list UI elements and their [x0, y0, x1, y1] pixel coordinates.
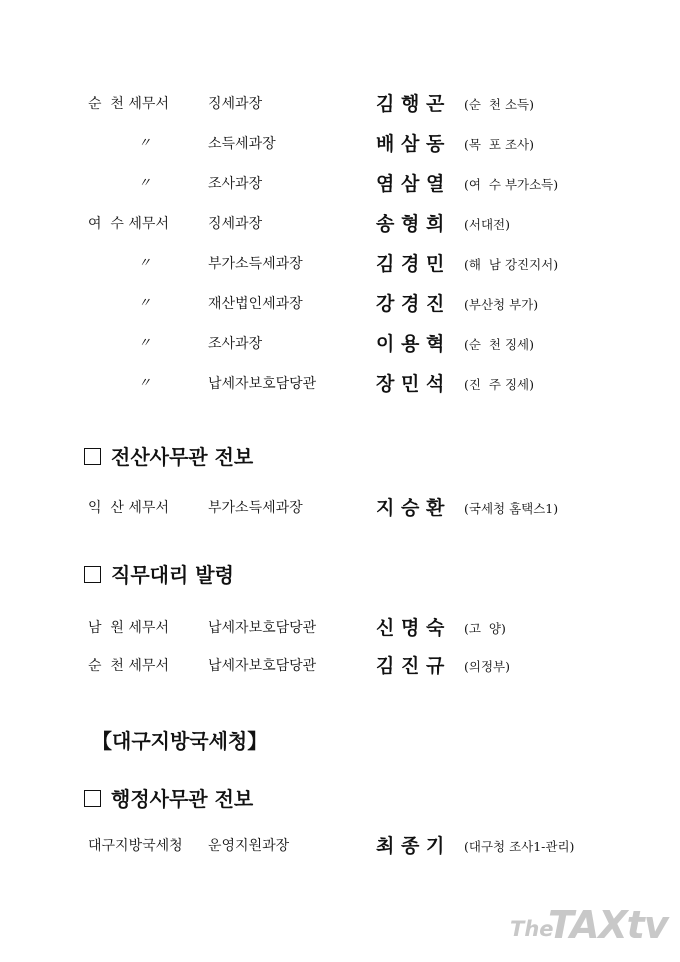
previous-post: (목 포 조사) [464, 137, 534, 152]
section-heading-text: 행정사무관 전보 [111, 787, 254, 811]
person-name: 배 삼 동 [376, 133, 445, 155]
previous-post: (부산청 부가) [464, 297, 539, 312]
department: 부가소득세과장 [208, 500, 303, 516]
appointment-row [0, 212, 680, 236]
previous-post: (의정부) [464, 659, 510, 674]
department: 납세자보호담당관 [208, 658, 317, 674]
office-name: 남 원 세무서 [88, 620, 169, 636]
department: 조사과장 [208, 176, 263, 192]
logo-prefix: The [510, 917, 554, 941]
appointment-row [0, 654, 680, 678]
appointment-row [0, 252, 680, 276]
department: 납세자보호담당관 [208, 620, 317, 636]
person-name: 김 경 민 [376, 253, 445, 275]
office-name: 여 수 세무서 [88, 216, 169, 232]
person-name: 송 형 희 [376, 213, 445, 235]
section-heading-text: 전산사무관 전보 [111, 445, 254, 469]
department: 징세과장 [208, 96, 263, 112]
office-name: 순 천 세무서 [88, 96, 169, 112]
section-heading [84, 560, 234, 590]
office-name: 익 산 세무서 [88, 500, 169, 516]
previous-post: (여 수 부가소득) [464, 177, 559, 192]
person-name: 지 승 환 [376, 497, 445, 519]
department: 징세과장 [208, 216, 263, 232]
previous-post: (국세청 홈택스1) [464, 501, 559, 516]
checkbox-square-icon [84, 566, 101, 583]
ditto-mark: 〃 [138, 336, 152, 351]
checkbox-square-icon [84, 790, 101, 807]
person-name: 장 민 석 [376, 373, 445, 395]
previous-post: (고 양) [464, 621, 506, 636]
department: 재산법인세과장 [208, 296, 303, 312]
person-name: 최 종 기 [376, 835, 445, 857]
office-name: 대구지방국세청 [88, 838, 183, 854]
appointment-row [0, 92, 680, 116]
logo-main: TAXtv [548, 903, 668, 947]
office-name: 순 천 세무서 [88, 658, 169, 674]
section-heading [84, 442, 253, 472]
ditto-mark: 〃 [138, 296, 152, 311]
previous-post: (서대전) [464, 217, 510, 232]
section-heading-text: 직무대리 발령 [111, 563, 234, 587]
ditto-mark: 〃 [138, 256, 152, 271]
person-name: 김 진 규 [376, 655, 445, 677]
person-name: 이 용 혁 [376, 333, 445, 355]
department: 부가소득세과장 [208, 256, 303, 272]
previous-post: (순 천 소득) [464, 97, 534, 112]
ditto-mark: 〃 [138, 376, 152, 391]
ditto-mark: 〃 [138, 176, 152, 191]
thetaxtv-logo [510, 903, 670, 949]
person-name: 김 행 곤 [376, 93, 445, 115]
department: 소득세과장 [208, 136, 276, 152]
person-name: 염 삼 열 [376, 173, 445, 195]
department: 납세자보호담당관 [208, 376, 317, 392]
ditto-mark: 〃 [138, 136, 152, 151]
previous-post: (순 천 징세) [464, 337, 534, 352]
previous-post: (진 주 징세) [464, 377, 534, 392]
department: 운영지원과장 [208, 838, 290, 854]
previous-post: (대구청 조사1-관리) [464, 839, 575, 854]
appointment-row [0, 292, 680, 316]
appointment-row [0, 132, 680, 156]
section-heading [84, 784, 253, 814]
appointment-row [0, 616, 680, 640]
checkbox-square-icon [84, 448, 101, 465]
appointment-row [0, 332, 680, 356]
appointment-row [0, 372, 680, 396]
appointment-row [0, 834, 680, 858]
person-name: 강 경 진 [376, 293, 445, 315]
appointment-row [0, 496, 680, 520]
person-name: 신 명 숙 [376, 617, 445, 639]
appointment-row [0, 172, 680, 196]
region-title: 【대구지방국세청】 [92, 729, 268, 753]
previous-post: (해 남 강진지서) [464, 257, 559, 272]
department: 조사과장 [208, 336, 263, 352]
